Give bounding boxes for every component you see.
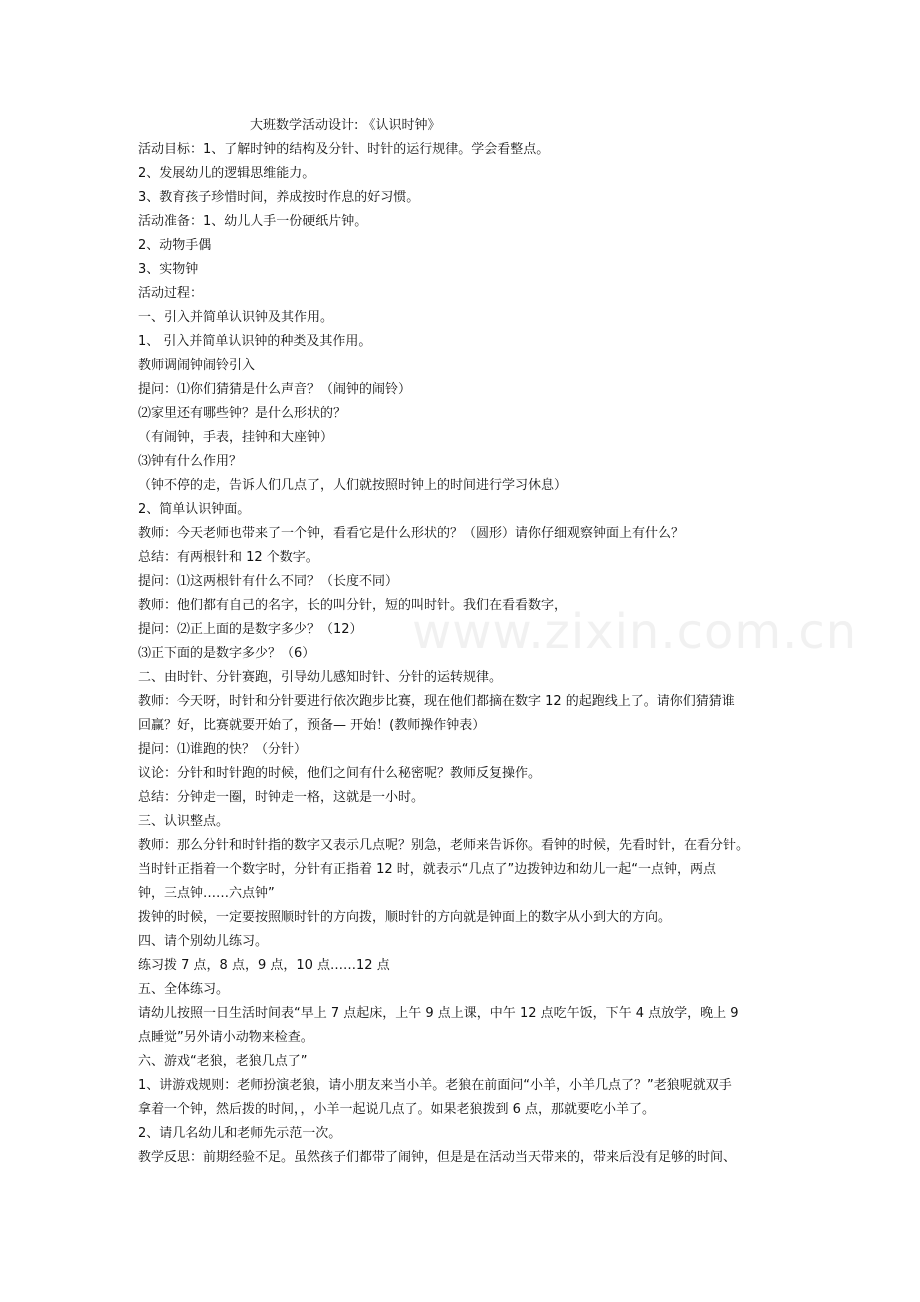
text-line: 3、教育孩子珍惜时间，养成按时作息的好习惯。	[138, 190, 420, 205]
text-line: ⑶钟有什么作用？	[138, 454, 243, 469]
text-line: 教学反思：前期经验不足。虽然孩子们都带了闹钟，但是是在活动当天带来的，带来后没有足够的时间、	[138, 1150, 737, 1165]
text-line: 提问：⑴你们猜猜是什么声音？（闹钟的闹铃）	[138, 382, 412, 397]
text-line: 议论：分针和时针跑的时候，他们之间有什么秘密呢？教师反复操作。	[138, 766, 542, 781]
text-line: 教师：他们都有自己的名字，长的叫分针，短的叫时针。我们在看看数字，	[138, 598, 568, 613]
text-line: 教师：那么分针和时针指的数字又表示几点呢？别急，老师来告诉你。看钟的时候，先看时针，在看分针。	[138, 838, 750, 853]
text-line: 提问：⑵正上面的是数字多少？（12）	[138, 622, 363, 637]
text-line: 总结：有两根针和 12 个数字。	[138, 550, 319, 565]
document-body	[138, 138, 798, 1170]
text-line: 当时针正指着一个数字时，分针有正指着 12 时，就表示“几点了”边拨钟边和幼儿一起“一点钟，两点	[138, 862, 717, 877]
text-line: 练习拨 7 点，8 点，9 点，10 点……12 点	[138, 958, 390, 973]
text-line: 1、讲游戏规则：老师扮演老狼，请小朋友来当小羊。老狼在前面问“小羊，小羊几点了？”老狼呢就双手	[138, 1078, 732, 1093]
text-line: 四、请个别幼儿练习。	[138, 934, 269, 949]
text-line: 教师调闹钟闹铃引入	[138, 358, 256, 373]
text-line: 活动准备：1、幼儿人手一份硬纸片钟。	[138, 214, 368, 229]
watermark: www.zixin.com.cn	[412, 604, 858, 660]
text-line: 五、全体练习。	[138, 982, 230, 997]
text-line: 三、认识整点。	[138, 814, 230, 829]
text-line: 一、引入并简单认识钟及其作用。	[138, 310, 334, 325]
text-line: 点睡觉”另外请小动物来检查。	[138, 1030, 314, 1045]
text-line: 请幼儿按照一日生活时间表“早上 7 点起床，上午 9 点上课，中午 12 点吃午饭，下午 4 点放学，晚上 9	[138, 1006, 739, 1021]
text-line: 六、游戏“老狼，老狼几点了”	[138, 1054, 308, 1069]
text-line: 教师：今天老师也带来了一个钟，看看它是什么形状的？（圆形）请你仔细观察钟面上有什么？	[138, 526, 685, 541]
text-line: 拨钟的时候，一定要按照顺时针的方向拨，顺时针的方向就是钟面上的数字从小到大的方向。	[138, 910, 672, 925]
text-line: 1、 引入并简单认识钟的种类及其作用。	[138, 334, 372, 349]
text-line: 总结：分钟走一圈，时钟走一格，这就是一小时。	[138, 790, 425, 805]
document	[138, 114, 798, 1170]
text-line: （钟不停的走，告诉人们几点了，人们就按照时钟上的时间进行学习休息）	[138, 478, 568, 493]
text-line: 二、由时针、分针赛跑，引导幼儿感知时针、分针的运转规律。	[138, 670, 503, 685]
text-line: 钟，三点钟……六点钟”	[138, 886, 275, 901]
text-line: 2、请几名幼儿和老师先示范一次。	[138, 1126, 342, 1141]
text-line: 活动目标：1、了解时钟的结构及分针、时针的运行规律。学会看整点。	[138, 142, 550, 157]
text-line: 教师：今天呀，时针和分针要进行依次跑步比赛，现在他们都摘在数字 12 的起跑线上了。请你们猜猜谁	[138, 694, 735, 709]
text-line: 2、简单认识钟面。	[138, 502, 251, 517]
document-title: 大班数学活动设计: 《认识时钟》	[250, 118, 441, 133]
text-line: 回赢？好，比赛就要开始了，预备— 开始！(教师操作钟表）	[138, 718, 486, 733]
text-line: ⑶正下面的是数字多少？（6）	[138, 646, 316, 661]
text-line: ⑵家里还有哪些钟？是什么形状的？	[138, 406, 347, 421]
text-line: 2、动物手偶	[138, 238, 212, 253]
text-line: （有闹钟，手表，挂钟和大座钟）	[138, 430, 334, 445]
text-line: 2、发展幼儿的逻辑思维能力。	[138, 166, 316, 181]
text-line: 提问：⑴谁跑的快？（分针）	[138, 742, 308, 757]
text-line: 3、实物钟	[138, 262, 199, 277]
text-line: 拿着一个钟，然后拨的时间，，小羊一起说几点了。如果老狼拨到 6 点，那就要吃小羊了。	[138, 1102, 656, 1117]
text-line: 提问：⑴这两根针有什么不同？（长度不同）	[138, 574, 399, 589]
text-line: 活动过程：	[138, 286, 204, 301]
